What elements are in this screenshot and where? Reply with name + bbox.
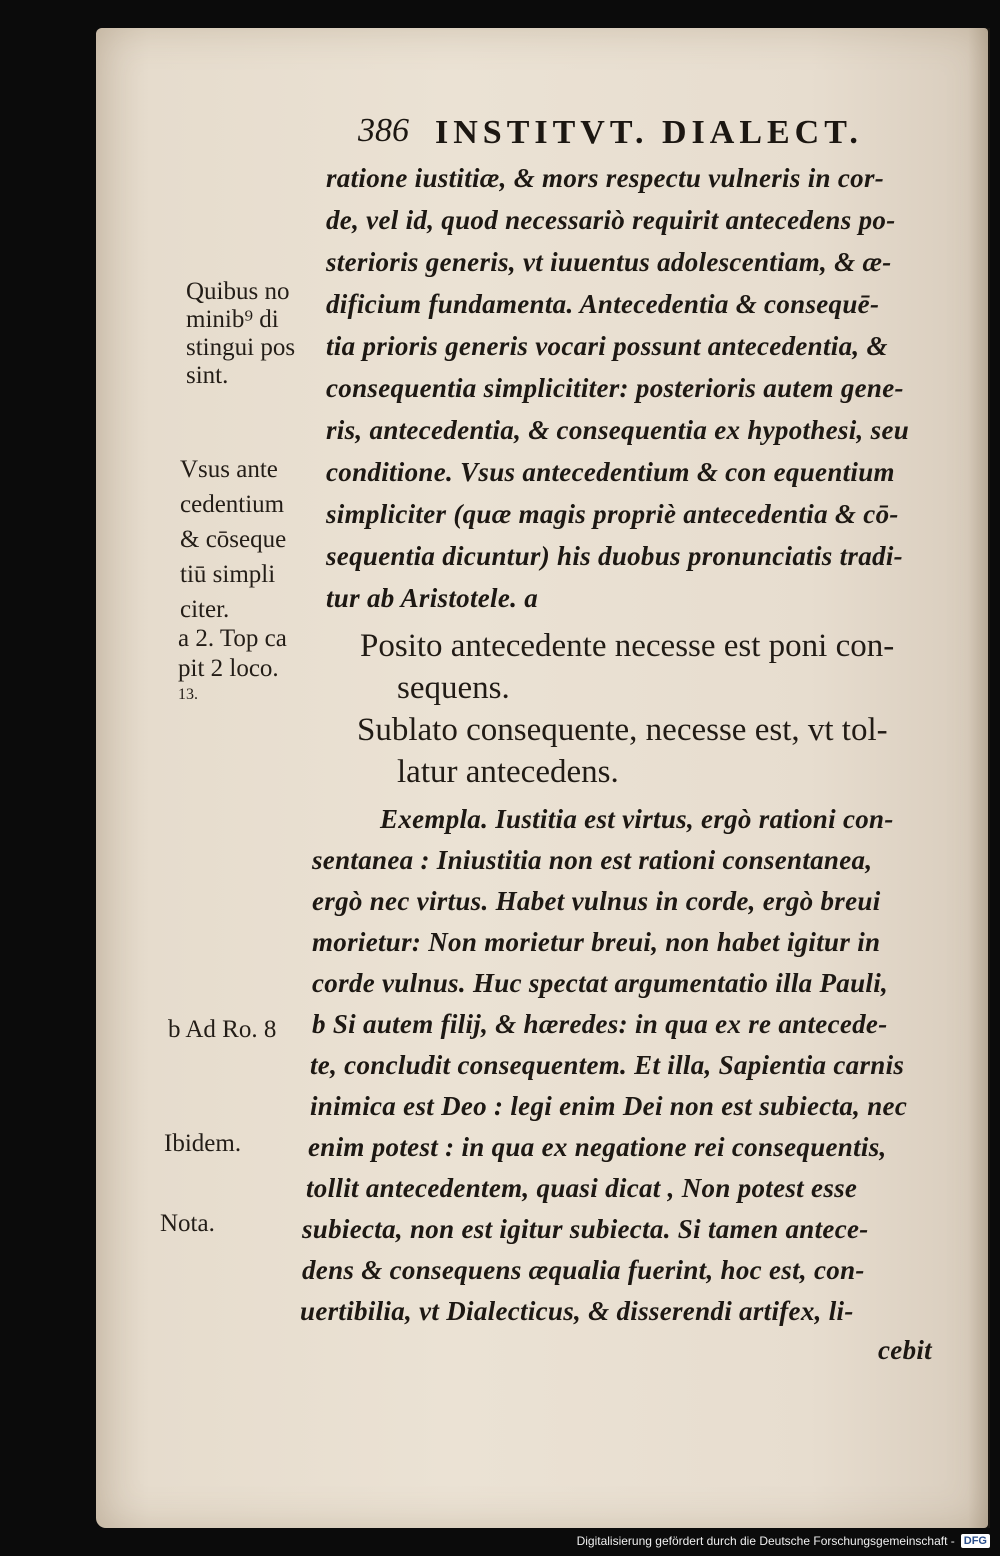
page-header <box>0 112 1000 162</box>
axiom-line: Posito antecedente necesse est poni con- <box>360 628 895 664</box>
body-line: consequentia simplicititer: posterioris autem gene- <box>326 373 904 403</box>
example-line: Exempla. Iustitia est virtus, ergò rationi con- <box>380 804 894 834</box>
body-line: tia prioris generis vocari possunt antecedentia, & <box>326 331 888 361</box>
example-line: te, concludit consequentem. Et illa, Sapientia carnis <box>310 1050 905 1080</box>
running-head: INSTITVT. DIALECT. <box>435 114 863 151</box>
body-line: sterioris generis, vt iuuentus adolescentiam, & æ- <box>326 247 892 277</box>
example-line: corde vulnus. Huc spectat argumentatio illa Pauli, <box>312 968 889 998</box>
example-line: subiecta, non est igitur subiecta. Si tamen antece- <box>302 1214 869 1244</box>
body-line: ris, antecedentia, & consequentia ex hypothesi, seu <box>326 415 910 445</box>
footer-text: Digitalisierung gefördert durch die Deutsche Forschungsgemeinschaft - <box>576 1534 955 1548</box>
example-line: ergò nec virtus. Habet vulnus in corde, ergò breui <box>312 886 881 916</box>
axiom-line: sequens. <box>397 670 510 706</box>
body-line: tur ab Aristotele. a <box>326 583 539 613</box>
example-line: dens & consequens æqualia fuerint, hoc est, con- <box>302 1255 865 1285</box>
margin-note: Nota. <box>160 1210 215 1237</box>
axiom-line: Sublato consequente, necesse est, vt tol- <box>357 712 888 748</box>
body-line: de, vel id, quod necessariò requirit antecedens po- <box>326 205 896 235</box>
page-edge-shadow <box>968 28 990 1528</box>
dfg-logo: DFG <box>961 1534 990 1548</box>
example-line: b Si autem filij, & hæredes: in qua ex re antecede- <box>312 1009 888 1039</box>
body-line: sequentia dicuntur) his duobus pronunciatis tradi- <box>326 541 903 571</box>
example-line: cebit <box>878 1335 932 1365</box>
page-number: 386 <box>358 112 409 149</box>
example-line: inimica est Deo : legi enim Dei non est subiecta, nec <box>310 1091 908 1121</box>
example-line: uertibilia, vt Dialecticus, & disserendi artifex, li- <box>300 1296 854 1326</box>
axiom-line: latur antecedens. <box>397 754 619 790</box>
digitization-footer <box>577 1532 990 1550</box>
margin-note: Quibus no minib⁹ di stingui pos sint. <box>186 278 296 389</box>
body-line: dificium fundamenta. Antecedentia & consequē- <box>326 289 880 319</box>
example-line: tollit antecedentem, quasi dicat , Non potest esse <box>306 1173 858 1203</box>
example-line: sentanea : Iniustitia non est rationi consentanea, <box>312 845 873 875</box>
margin-note: Vsus ante cedentium & cōseque tiū simpli citer. <box>180 456 287 623</box>
margin-note: a 2. Top ca pit 2 loco. 13. <box>178 625 287 703</box>
body-line: conditione. Vsus antecedentium & con equentium <box>326 457 895 487</box>
margin-note: Ibidem. <box>164 1130 242 1157</box>
example-line: morietur: Non morietur breui, non habet igitur in <box>312 927 881 957</box>
body-line: simpliciter (quæ magis propriè antecedentia & cō- <box>326 499 899 529</box>
body-line: ratione iustitiæ, & mors respectu vulneris in cor- <box>326 163 885 193</box>
margin-note: b Ad Ro. 8 <box>168 1016 277 1043</box>
example-line: enim potest : in qua ex negatione rei consequentis, <box>308 1132 887 1162</box>
